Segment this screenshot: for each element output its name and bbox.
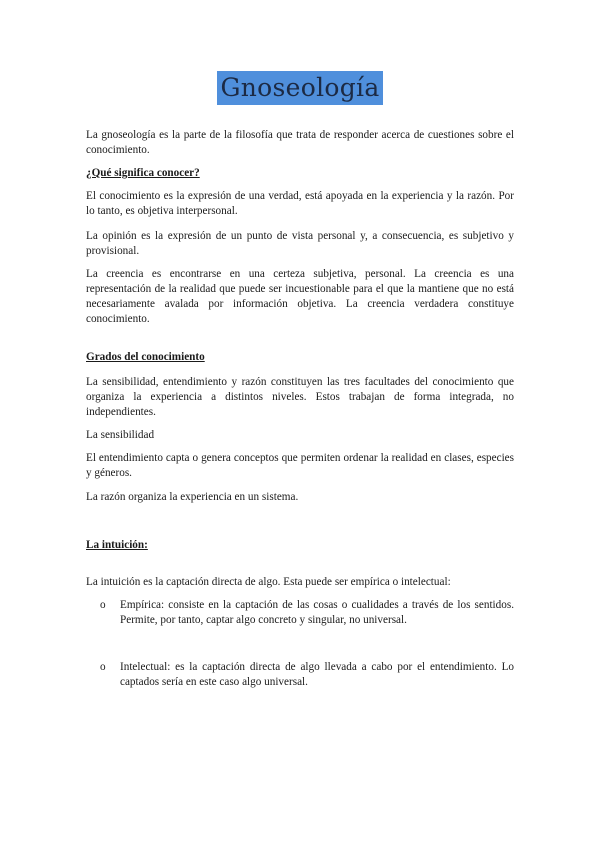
paragraph-creencia: La creencia es encontrarse en una certeza subjetiva, personal. La creencia es una representación de la realidad que puede ser incuestionable para el que la mantiene que no está necesariamente avalada por información objetiva. La creencia verdadera constituye conocimiento.	[86, 268, 514, 325]
paragraph-razon: La razón organiza la experiencia en un sistema.	[86, 491, 299, 503]
paragraph-intuicion: La intuición es la captación directa de algo. Esta puede ser empírica o intelectual:	[86, 576, 451, 588]
bullet-marker: o	[100, 661, 106, 673]
title-container	[0, 71, 600, 105]
paragraph-opinion: La opinión es la expresión de un punto de vista personal y, a consecuencia, es subjetivo y provisional.	[86, 230, 514, 257]
bullet-marker: o	[100, 599, 106, 611]
paragraph-entendimiento: El entendimiento capta o genera conceptos que permiten ordenar la realidad en clases, especies y géneros.	[86, 452, 514, 479]
section-heading-intuicion: La intuición:	[86, 539, 148, 551]
document-title: Gnoseología	[217, 71, 382, 105]
paragraph-facultades: La sensibilidad, entendimiento y razón constituyen las tres facultades del conocimiento que organiza la experiencia a distintos niveles. Estos trabajan de forma integrada, no independientes.	[86, 376, 514, 418]
intro-paragraph: La gnoseología es la parte de la filosofía que trata de responder acerca de cuestiones sobre el conocimiento.	[86, 129, 514, 156]
section-heading-que-significa-conocer: ¿Qué significa conocer?	[86, 167, 200, 179]
paragraph-sensibilidad: La sensibilidad	[86, 429, 155, 441]
bullet-empirica: Empírica: consiste en la captación de las cosas o cualidades a través de los sentidos. Permite, por tanto, captar algo concreto y singular, no universal.	[120, 599, 514, 626]
section-heading-grados: Grados del conocimiento	[86, 351, 205, 363]
bullet-intelectual: Intelectual: es la captación directa de algo llevada a cabo por el entendimiento. Lo captados sería en este caso algo universal.	[120, 661, 514, 688]
paragraph-conocimiento: El conocimiento es la expresión de una verdad, está apoyada en la experiencia y la razón. Por lo tanto, es objetiva interpersonal.	[86, 190, 514, 217]
